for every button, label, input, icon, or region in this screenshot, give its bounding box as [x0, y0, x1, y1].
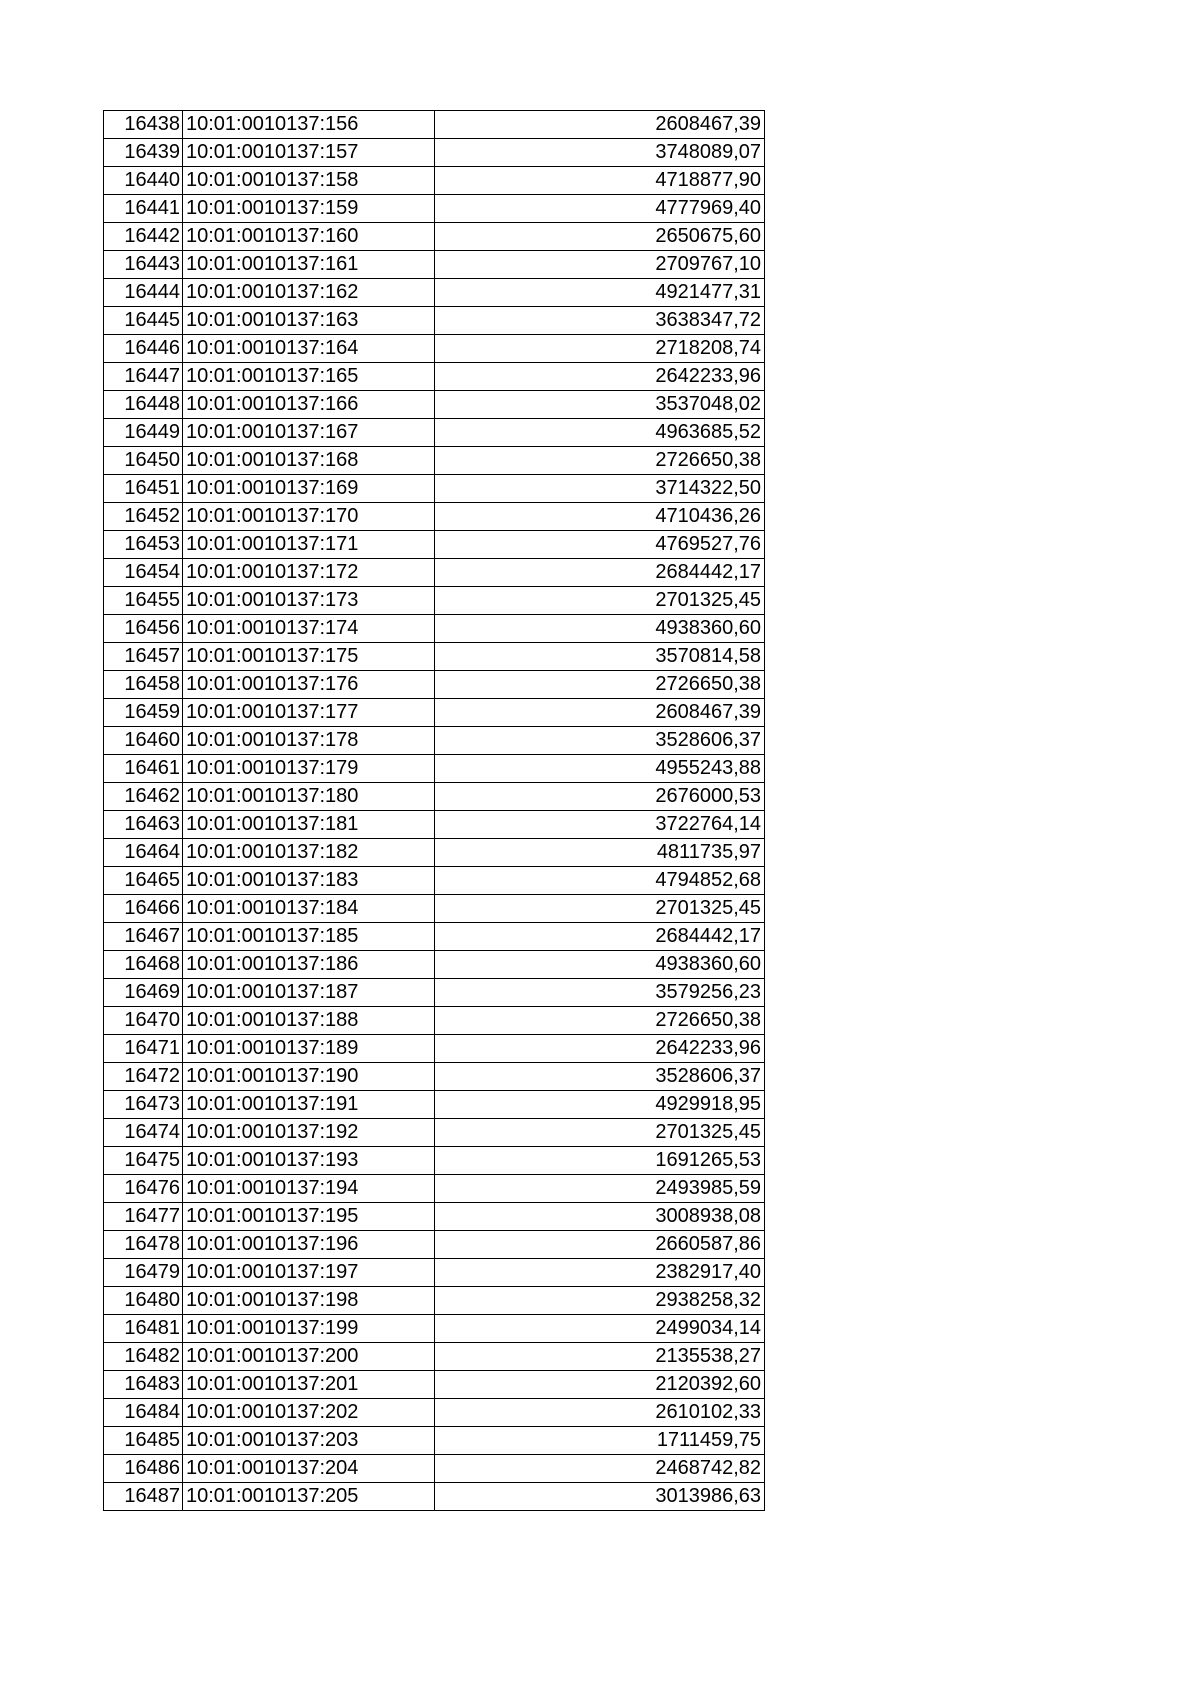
cadastral-number-cell: 10:01:0010137:171 [183, 531, 435, 559]
table-row [104, 1091, 765, 1119]
row-number-cell: 16479 [104, 1259, 183, 1287]
value-cell: 4938360,60 [435, 951, 765, 979]
value-cell: 3579256,23 [435, 979, 765, 1007]
table-row [104, 279, 765, 307]
table-row [104, 447, 765, 475]
cadastral-number-cell: 10:01:0010137:158 [183, 167, 435, 195]
row-number-cell: 16486 [104, 1455, 183, 1483]
table-row [104, 867, 765, 895]
cadastral-number-cell: 10:01:0010137:165 [183, 363, 435, 391]
cadastral-number-cell: 10:01:0010137:169 [183, 475, 435, 503]
table-row [104, 895, 765, 923]
row-number-cell: 16454 [104, 559, 183, 587]
value-cell: 4955243,88 [435, 755, 765, 783]
value-cell: 2726650,38 [435, 447, 765, 475]
value-cell: 3008938,08 [435, 1203, 765, 1231]
row-number-cell: 16440 [104, 167, 183, 195]
value-cell: 3570814,58 [435, 643, 765, 671]
table-row [104, 1427, 765, 1455]
row-number-cell: 16441 [104, 195, 183, 223]
table-row [104, 923, 765, 951]
row-number-cell: 16457 [104, 643, 183, 671]
table-row [104, 1175, 765, 1203]
row-number-cell: 16481 [104, 1315, 183, 1343]
row-number-cell: 16466 [104, 895, 183, 923]
value-cell: 2684442,17 [435, 923, 765, 951]
row-number-cell: 16452 [104, 503, 183, 531]
row-number-cell: 16450 [104, 447, 183, 475]
table-row [104, 643, 765, 671]
value-cell: 3537048,02 [435, 391, 765, 419]
table-row [104, 475, 765, 503]
row-number-cell: 16475 [104, 1147, 183, 1175]
table-row [104, 167, 765, 195]
table-row [104, 1287, 765, 1315]
row-number-cell: 16470 [104, 1007, 183, 1035]
cadastral-number-cell: 10:01:0010137:181 [183, 811, 435, 839]
table-row [104, 615, 765, 643]
cadastral-number-cell: 10:01:0010137:192 [183, 1119, 435, 1147]
value-cell: 2608467,39 [435, 111, 765, 139]
row-number-cell: 16447 [104, 363, 183, 391]
value-cell: 4929918,95 [435, 1091, 765, 1119]
row-number-cell: 16487 [104, 1483, 183, 1511]
row-number-cell: 16476 [104, 1175, 183, 1203]
table-row [104, 671, 765, 699]
table-row [104, 335, 765, 363]
row-number-cell: 16462 [104, 783, 183, 811]
row-number-cell: 16458 [104, 671, 183, 699]
value-cell: 4921477,31 [435, 279, 765, 307]
cadastral-number-cell: 10:01:0010137:177 [183, 699, 435, 727]
value-cell: 2382917,40 [435, 1259, 765, 1287]
row-number-cell: 16469 [104, 979, 183, 1007]
cadastral-number-cell: 10:01:0010137:166 [183, 391, 435, 419]
table-row [104, 1007, 765, 1035]
cadastral-number-cell: 10:01:0010137:161 [183, 251, 435, 279]
value-cell: 2650675,60 [435, 223, 765, 251]
cadastral-number-cell: 10:01:0010137:175 [183, 643, 435, 671]
table-row [104, 363, 765, 391]
cadastral-number-cell: 10:01:0010137:184 [183, 895, 435, 923]
value-cell: 2701325,45 [435, 587, 765, 615]
row-number-cell: 16483 [104, 1371, 183, 1399]
cadastral-number-cell: 10:01:0010137:185 [183, 923, 435, 951]
value-cell: 2701325,45 [435, 1119, 765, 1147]
value-cell: 4710436,26 [435, 503, 765, 531]
value-cell: 3722764,14 [435, 811, 765, 839]
cadastral-number-cell: 10:01:0010137:179 [183, 755, 435, 783]
cadastral-number-cell: 10:01:0010137:183 [183, 867, 435, 895]
row-number-cell: 16474 [104, 1119, 183, 1147]
row-number-cell: 16463 [104, 811, 183, 839]
cadastral-number-cell: 10:01:0010137:189 [183, 1035, 435, 1063]
cadastral-number-cell: 10:01:0010137:174 [183, 615, 435, 643]
table-row [104, 391, 765, 419]
table-row [104, 195, 765, 223]
value-cell: 3013986,63 [435, 1483, 765, 1511]
cadastral-number-cell: 10:01:0010137:173 [183, 587, 435, 615]
table-row [104, 783, 765, 811]
cadastral-number-cell: 10:01:0010137:167 [183, 419, 435, 447]
row-number-cell: 16485 [104, 1427, 183, 1455]
cadastral-number-cell: 10:01:0010137:200 [183, 1343, 435, 1371]
table-row [104, 1147, 765, 1175]
row-number-cell: 16449 [104, 419, 183, 447]
value-cell: 4811735,97 [435, 839, 765, 867]
value-cell: 4769527,76 [435, 531, 765, 559]
row-number-cell: 16471 [104, 1035, 183, 1063]
value-cell: 2493985,59 [435, 1175, 765, 1203]
table-row [104, 839, 765, 867]
cadastral-number-cell: 10:01:0010137:180 [183, 783, 435, 811]
table-row [104, 307, 765, 335]
table-row [104, 559, 765, 587]
value-cell: 2709767,10 [435, 251, 765, 279]
row-number-cell: 16456 [104, 615, 183, 643]
value-cell: 4938360,60 [435, 615, 765, 643]
table-body [104, 111, 765, 1511]
cadastral-number-cell: 10:01:0010137:197 [183, 1259, 435, 1287]
row-number-cell: 16443 [104, 251, 183, 279]
table-row [104, 1259, 765, 1287]
table-row [104, 251, 765, 279]
table-row [104, 1231, 765, 1259]
row-number-cell: 16472 [104, 1063, 183, 1091]
row-number-cell: 16478 [104, 1231, 183, 1259]
row-number-cell: 16439 [104, 139, 183, 167]
table-row [104, 139, 765, 167]
row-number-cell: 16451 [104, 475, 183, 503]
cadastral-number-cell: 10:01:0010137:195 [183, 1203, 435, 1231]
cadastral-number-cell: 10:01:0010137:187 [183, 979, 435, 1007]
table-row [104, 503, 765, 531]
table-row [104, 951, 765, 979]
value-cell: 2684442,17 [435, 559, 765, 587]
table-row [104, 587, 765, 615]
cadastral-number-cell: 10:01:0010137:157 [183, 139, 435, 167]
row-number-cell: 16482 [104, 1343, 183, 1371]
data-table [103, 110, 765, 1511]
value-cell: 3748089,07 [435, 139, 765, 167]
table-row [104, 1119, 765, 1147]
cadastral-number-cell: 10:01:0010137:160 [183, 223, 435, 251]
value-cell: 2120392,60 [435, 1371, 765, 1399]
table-row [104, 699, 765, 727]
value-cell: 2726650,38 [435, 671, 765, 699]
cadastral-number-cell: 10:01:0010137:164 [183, 335, 435, 363]
table-row [104, 755, 765, 783]
value-cell: 2499034,14 [435, 1315, 765, 1343]
value-cell: 2468742,82 [435, 1455, 765, 1483]
table-row [104, 1483, 765, 1511]
row-number-cell: 16477 [104, 1203, 183, 1231]
row-number-cell: 16465 [104, 867, 183, 895]
cadastral-number-cell: 10:01:0010137:172 [183, 559, 435, 587]
row-number-cell: 16446 [104, 335, 183, 363]
row-number-cell: 16461 [104, 755, 183, 783]
value-cell: 4718877,90 [435, 167, 765, 195]
value-cell: 4794852,68 [435, 867, 765, 895]
cadastral-number-cell: 10:01:0010137:196 [183, 1231, 435, 1259]
cadastral-number-cell: 10:01:0010137:159 [183, 195, 435, 223]
row-number-cell: 16473 [104, 1091, 183, 1119]
cadastral-number-cell: 10:01:0010137:198 [183, 1287, 435, 1315]
row-number-cell: 16460 [104, 727, 183, 755]
row-number-cell: 16438 [104, 111, 183, 139]
value-cell: 4963685,52 [435, 419, 765, 447]
cadastral-number-cell: 10:01:0010137:186 [183, 951, 435, 979]
row-number-cell: 16459 [104, 699, 183, 727]
table-row [104, 223, 765, 251]
value-cell: 2642233,96 [435, 363, 765, 391]
cadastral-number-cell: 10:01:0010137:156 [183, 111, 435, 139]
value-cell: 3528606,37 [435, 727, 765, 755]
cadastral-number-cell: 10:01:0010137:176 [183, 671, 435, 699]
value-cell: 2718208,74 [435, 335, 765, 363]
value-cell: 1691265,53 [435, 1147, 765, 1175]
cadastral-number-cell: 10:01:0010137:203 [183, 1427, 435, 1455]
table-row [104, 419, 765, 447]
cadastral-number-cell: 10:01:0010137:170 [183, 503, 435, 531]
cadastral-number-cell: 10:01:0010137:205 [183, 1483, 435, 1511]
cadastral-number-cell: 10:01:0010137:162 [183, 279, 435, 307]
value-cell: 2726650,38 [435, 1007, 765, 1035]
table-row [104, 1063, 765, 1091]
table-row [104, 727, 765, 755]
cadastral-number-cell: 10:01:0010137:191 [183, 1091, 435, 1119]
row-number-cell: 16484 [104, 1399, 183, 1427]
row-number-cell: 16448 [104, 391, 183, 419]
table-row [104, 1343, 765, 1371]
cadastral-number-cell: 10:01:0010137:202 [183, 1399, 435, 1427]
cadastral-number-cell: 10:01:0010137:201 [183, 1371, 435, 1399]
value-cell: 2660587,86 [435, 1231, 765, 1259]
value-cell: 2135538,27 [435, 1343, 765, 1371]
cadastral-number-cell: 10:01:0010137:163 [183, 307, 435, 335]
table-row [104, 1371, 765, 1399]
value-cell: 2676000,53 [435, 783, 765, 811]
cadastral-number-cell: 10:01:0010137:194 [183, 1175, 435, 1203]
table-row [104, 1399, 765, 1427]
value-cell: 2610102,33 [435, 1399, 765, 1427]
cadastral-number-cell: 10:01:0010137:204 [183, 1455, 435, 1483]
row-number-cell: 16468 [104, 951, 183, 979]
value-cell: 2938258,32 [435, 1287, 765, 1315]
table-row [104, 1035, 765, 1063]
table-row [104, 111, 765, 139]
value-cell: 1711459,75 [435, 1427, 765, 1455]
table-row [104, 1315, 765, 1343]
row-number-cell: 16467 [104, 923, 183, 951]
cadastral-number-cell: 10:01:0010137:190 [183, 1063, 435, 1091]
row-number-cell: 16442 [104, 223, 183, 251]
table-row [104, 1203, 765, 1231]
row-number-cell: 16444 [104, 279, 183, 307]
row-number-cell: 16464 [104, 839, 183, 867]
value-cell: 2608467,39 [435, 699, 765, 727]
table-row [104, 1455, 765, 1483]
value-cell: 3638347,72 [435, 307, 765, 335]
value-cell: 2642233,96 [435, 1035, 765, 1063]
value-cell: 2701325,45 [435, 895, 765, 923]
cadastral-number-cell: 10:01:0010137:168 [183, 447, 435, 475]
value-cell: 3714322,50 [435, 475, 765, 503]
row-number-cell: 16453 [104, 531, 183, 559]
row-number-cell: 16480 [104, 1287, 183, 1315]
value-cell: 4777969,40 [435, 195, 765, 223]
value-cell: 3528606,37 [435, 1063, 765, 1091]
cadastral-number-cell: 10:01:0010137:188 [183, 1007, 435, 1035]
cadastral-number-cell: 10:01:0010137:182 [183, 839, 435, 867]
cadastral-number-cell: 10:01:0010137:199 [183, 1315, 435, 1343]
table-row [104, 531, 765, 559]
row-number-cell: 16445 [104, 307, 183, 335]
table-row [104, 979, 765, 1007]
table-row [104, 811, 765, 839]
cadastral-number-cell: 10:01:0010137:178 [183, 727, 435, 755]
cadastral-number-cell: 10:01:0010137:193 [183, 1147, 435, 1175]
row-number-cell: 16455 [104, 587, 183, 615]
